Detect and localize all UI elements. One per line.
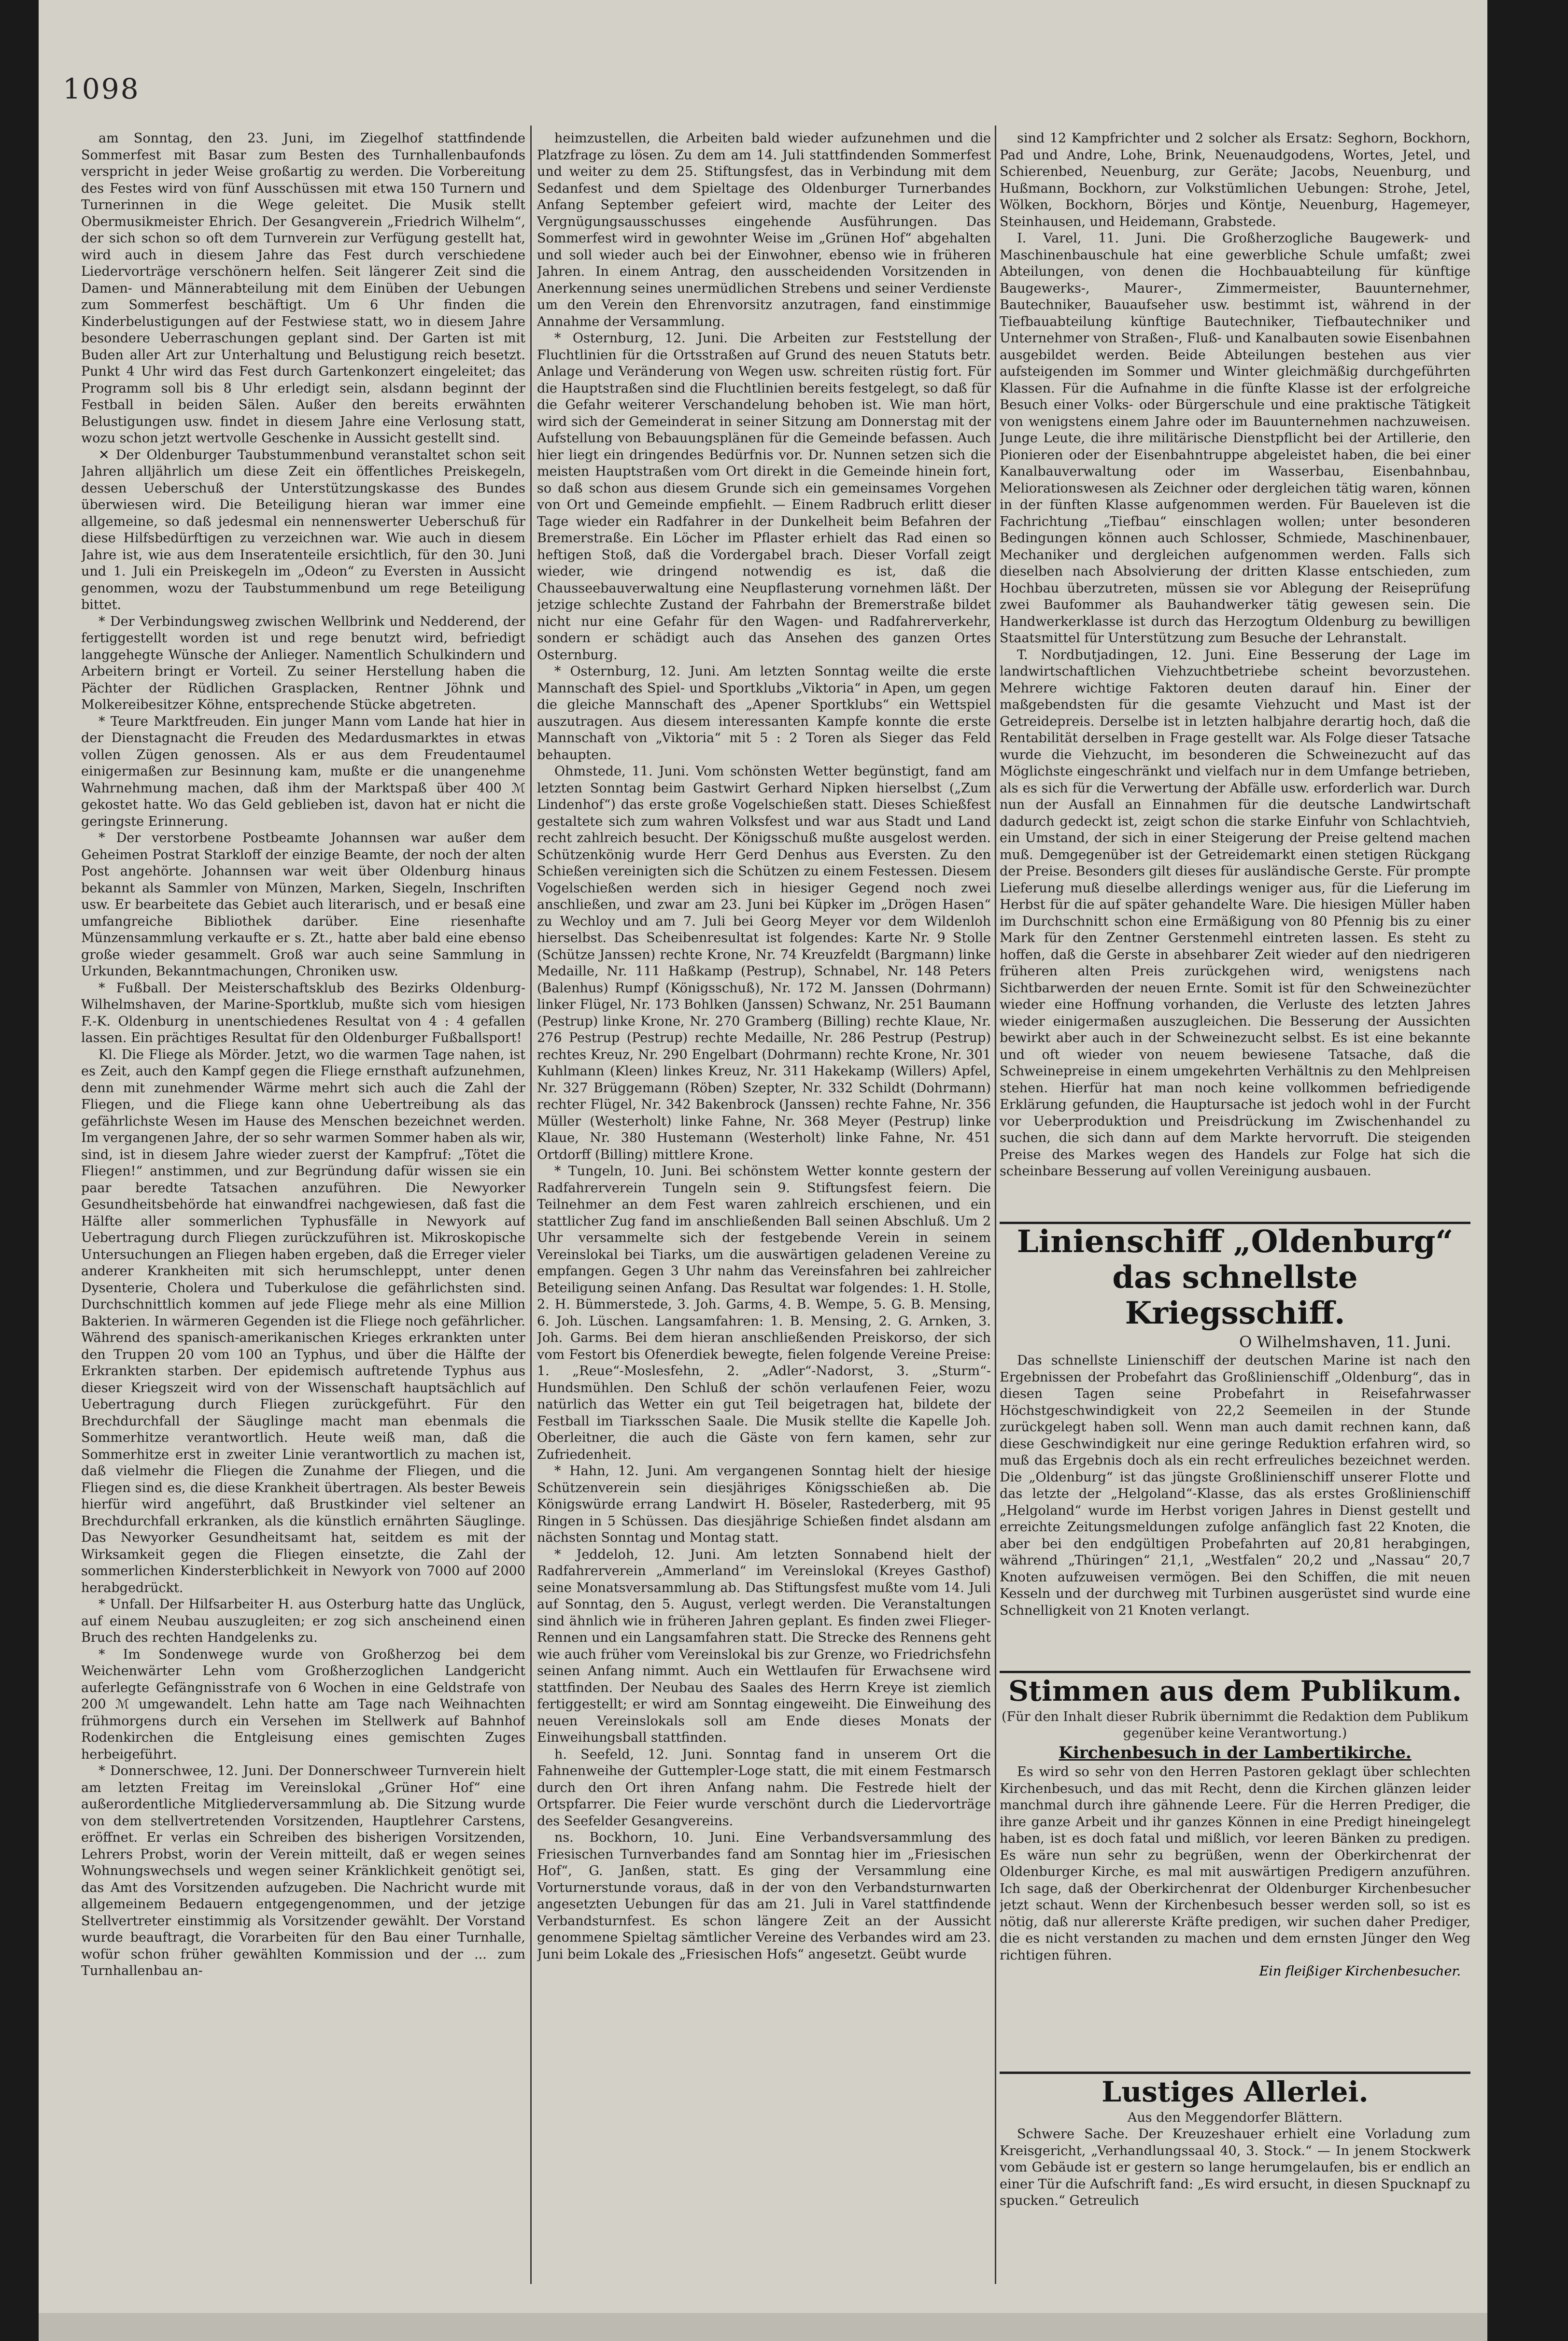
article: * Donnerschwee, 12. Juni. Der Donnerschweer Turnverein hielt am letzten Freitag im Vereinslokal „Grüner Hof“ eine außerordentliche Mitgliederversammlung ab. Die Sitzung wurde von dem stellvertretenden Vorsitzenden, Hauptlehrer Carstens, eröffnet. Er verlas ein Schreiben des bisherigen Vorsitzenden, Lehrers Probst, worin der Verein mitteilt, daß er wegen seines Wohnungswechsels und wegen seiner Kränklichkeit genötigt sei, das Amt des Vorsitzenden aufzugeben. Die Nachricht wurde mit allgemeinem Bedauern entgegengenommen, und der jetzige Stellvertreter einstimmig als Vorsitzender gewählt. Der Vorstand wurde beauftragt, die Vorarbeiten für den Bau einer Turnhalle, wofür schon früher gewählten Kommission und der ... zum Turnhallenbau an- <box>81 1763 525 1978</box>
box-body <box>1000 1764 1470 1964</box>
subheading: Kirchenbesuch in der Lambertikirche. <box>1059 1743 1412 1763</box>
source-line: Aus den Meggendorfer Blättern. <box>1127 2110 1343 2125</box>
box-body <box>1000 2126 1470 2210</box>
box-body <box>1000 1353 1470 1619</box>
dateline: O Wilhelmshaven, 11. Juni. <box>1239 1333 1451 1351</box>
article: * Fußball. Der Meisterschaftsklub des Bezirks Oldenburg-Wilhelmshaven, der Marine-Sportklub, mußte sich vom hiesigen F.-K. Oldenburg in unentschiedenes Resultat von 4 : 4 gefallen lassen. Ein prächtiges Resultat für den Oldenburger Fußballsport! <box>81 980 525 1045</box>
article: Kl. Die Fliege als Mörder. Jetzt, wo die warmen Tage nahen, ist es Zeit, auch den Kampf gegen die Fliege ernsthaft aufzunehmen, denn mit zunehmender Wärme mehrt sich auch die Zahl der Fliegen, und die Fliege kann ohne Uebertreibung als das gefährlichste Wesen im Hause des Menschen bezeichnet werden. Im vergangenen Jahre, der so sehr warmen Sommer haben als wir, sind, ist in diesem Jahre wieder zuerst der Kampfruf: „Tötet die Fliegen!“ anstimmen, und zur Begründung dafür wissen sie ein paar beredte Tatsachen anzuführen. Die Newyorker Gesundheitsbehörde hat einwandfrei nachgewiesen, daß fast die Hälfte aller sommerlichen Typhusfälle in Newyork auf Uebertragung durch Fliegen zurückzuführen ist. Mikroskopische Untersuchungen an Fliegen haben ergeben, daß die Erreger vieler anderer Krankheiten mit sich herumschleppt, unter denen Dysenterie, Cholera und Tuberkulose die gefährlichsten sind. Durchschnittlich kommen auf jede Fliege mehr als eine Million Bakterien. In wärmeren Gegenden ist die Fliege noch gefährlicher. Während des spanisch-amerikanischen Krieges erkrankten unter den Truppen 20 vom 100 an Typhus, und über die Hälfte der Erkrankten starben. Der epidemisch auftretende Typhus aus dieser Kriegszeit wird von der Wissenschaft hauptsächlich auf Uebertragung durch Fliegen zurückgeführt. Für den Brechdurchfall der Säuglinge macht man ebenmals die Sommerhitze verantwortlich. Heute weiß man, daß die Sommerhitze erst in zweiter Linie verantwortlich zu machen ist, daß vielmehr die Fliegen die Zunahme der Fliegen, und die Fliegen sind es, die diese Krankheit übertragen. Als bester Beweis hierfür wird angeführt, daß Brustkinder viel seltener an Brechdurchfall erkranken, als die künstlich ernährten Säuglinge. Das Newyorker Gesundheitsamt hat, seitdem es mit der Wirksamkeit gegen die Fliegen einsetzte, die Zahl der sommerlichen Kindersterblichkeit in Newyork von 7000 auf 2000 herabgedrückt. <box>81 1047 525 1595</box>
article: heimzustellen, die Arbeiten bald wieder aufzunehmen und die Platzfrage zu lösen. Zu dem am 14. Juli stattfindenden Sommerfest und weiter zu dem 25. Stiftungsfest, das in Verbindung mit dem Sedanfest und dem Spieltage des Oldenburger Turnerbandes Anfang September gefeiert wird, machte der Leiter des Vergnügungsausschusses eingehende Ausführungen. Das Sommerfest wird in gewohnter Weise im „Grünen Hof“ abgehalten und soll wieder auch bei der Einwohner, ebenso wie in früheren Jahren. In einem Antrag, den ausscheidenden Vorsitzenden in Anerkennung seines unermüdlichen Strebens und seiner Verdienste um den Verein den Ehrenvorsitz anzutragen, fand einstimmige Annahme der Versammlung. <box>537 131 991 329</box>
box-title: Lustiges Allerlei. <box>1102 2075 1369 2108</box>
article: * Jeddeloh, 12. Juni. Am letzten Sonnabend hielt der Radfahrerverein „Ammerland“ im Vereinslokal (Kreyes Gasthof) seine Monatsversammlung ab. Das Stiftungsfest mußte vom 14. Juli auf Sonntag, den 5. August, verlegt werden. Die Veranstaltungen sind ähnlich wie in früheren Jahren geplant. Es finden zwei Flieger-Rennen und ein Langsamfahren statt. Die Strecke des Rennens geht wie auch früher vom Vereinslokal bis zur Grenze, wo Friedrichsfehn seinen Anfang nimmt. Auch ein Wettlaufen für Erwachsene wird stattfinden. Der Neubau des Saales des Herrn Kreye ist ziemlich fertiggestellt; er wird am Sonntag eingeweiht. Die Einweihung des neuen Vereinslokals soll am Ende dieses Monats der Einweihungsball stattfinden. <box>537 1547 991 1745</box>
article: I. Varel, 11. Juni. Die Großherzogliche Baugewerk- und Maschinenbauschule hat eine gewerbliche Schule umfaßt; zwei Abteilungen, von denen die Hochbauabteilung für künftige Baugewerks-, Maurer-, Zimmermeister, Bauunternehmer, Bautechniker, Bauaufseher usw. bestimmt ist, während in der Tiefbauabteilung künftige Bautechniker, Tiefbautechniker und Unternehmer von Straßen-, Fluß- und Kanalbauten sowie Eisenbahnen ausgebildet werden. Beide Abteilungen bestehen aus vier aufsteigenden im Sommer und Winter gleichmäßig durchgeführten Klassen. Für die Aufnahme in die fünfte Klasse ist der erfolgreiche Besuch einer Volks- oder Bürgerschule und eine praktische Tätigkeit von wenigstens einem Jahre oder im Bauunternehmen nachzuweisen. Junge Leute, die ihre militärische Dienstpflicht bei der Artillerie, den Pionieren oder der Eisenbahntruppe abgeleistet haben, die bei einer Kanalbauverwaltung oder im Wasserbau, Eisenbahnbau, Meliorationswesen als Zeichner oder dergleichen tätig waren, können in der fünften Klasse aufgenommen werden. Für Baueleven ist die Fachrichtung „Tiefbau“ einschlagen wollen; unter besonderen Bedingungen können auch Schlosser, Schmiede, Maschinenbauer, Mechaniker und dergleichen aufgenommen werden. Falls sich dieselben nach Absolvierung der dritten Klasse entschieden, zum Hochbau überzutreten, müssen sie vor Ablegung der Reiseprüfung zwei Baufommer als Bauhandwerker tätig gewesen sein. Die Handwerkerklasse ist durch das Herzogtum Oldenburg zu bewilligen Staatsmittel für Unterstützung zum Besuche der Lehranstalt. <box>1000 231 1470 646</box>
article: Ohmstede, 11. Juni. Vom schönsten Wetter begünstigt, fand am letzten Sonntag beim Gastwirt Gerhard Nipken hierselbst („Zum Lindenhof“) das erste große Vogelschießen statt. Dieses Schießfest gestaltete sich zum wahren Volksfest und war aus Stadt und Land recht zahlreich besucht. Der Königsschuß mußte ausgelost werden. Schützenkönig wurde Herr Gerd Denhus aus Eversten. Zu den Schießen vereinigten sich die Schützen zu einem Festessen. Diesem Vogelschießen werden sich in hiesiger Gegend noch zwei anschließen, und zwar am 23. Juni bei Küpker im „Drögen Hasen“ zu Wechloy und am 7. Juli bei Georg Meyer vor dem Wildenloh hierselbst. Das Scheibenresultat ist folgendes: Karte Nr. 9 Stolle (Schütze Janssen) rechte Krone, Nr. 74 Kreuzfeldt (Bargmann) linke Medaille, Nr. 111 Haßkamp (Pestrup), Schnabel, Nr. 148 Peters (Balenhus) Rumpf (Königsschuß), Nr. 172 M. Janssen (Dohrmann) linker Flügel, Nr. 173 Bohlken (Janssen) Schwanz, Nr. 251 Baumann (Pestrup) linke Krone, Nr. 270 Gramberg (Billing) rechte Klaue, Nr. 276 Pestrup (Pestrup) rechte Medaille, Nr. 286 Pestrup (Pestrup) rechtes Kreuz, Nr. 290 Engelbart (Dohrmann) rechte Krone, Nr. 301 Kuhlmann (Kleen) linkes Kreuz, Nr. 311 Hakekamp (Willers) Apfel, Nr. 327 Brüggemann (Röben) Szepter, Nr. 332 Schildt (Dohrmann) rechter Flügel, Nr. 342 Bakenbrock (Janssen) rechte Fahne, Nr. 356 Müller (Westerholt) linke Fahne, Nr. 368 Meyer (Pestrup) linke Klaue, Nr. 380 Hustemann (Westerholt) linke Fahne, Nr. 451 Ortdorff (Billing) mittlere Krone. <box>537 764 991 1162</box>
article: * Teure Marktfreuden. Ein junger Mann vom Lande hat hier in der Dienstagnacht die Freuden des Medardusmarktes in etwas vollen Zügen genossen. Als er aus dem Freudentaumel einigermaßen zur Besinnung kam, mußte er die unangenehme Wahrnehmung machen, daß ihm der Marktspaß über 400 ℳ gekostet hatte. Wo das Geld geblieben ist, davon hat er nicht die geringste Erinnerung. <box>81 714 525 829</box>
column-3 <box>1000 130 1470 1222</box>
article: * Osternburg, 12. Juni. Die Arbeiten zur Feststellung der Fluchtlinien für die Ortsstraßen auf Grund des neuen Statuts betr. Anlage und Veränderung von Wegen usw. schreiten rüstig fort. Für die Hauptstraßen sind die Fluchtlinien bereits festgelegt, so daß für die Gefahr weiterer Verschandelung behoben ist. Wie man hört, wird sich der Gemeinderat in seiner Sitzung am Donnerstag mit der Aufstellung von Bebauungsplänen für die Gemeinde befassen. Auch hier liegt ein dringendes Bedürfnis vor. Dr. Nunnen setzen sich die meisten Hauptstraßen vom Ort direkt in die Gemeinde hinein fort, so daß schon aus diesem Grunde sich ein gemeinsames Vorgehen von Ort und Gemeinde empfiehlt. — Einem Radbruch erlitt dieser Tage wieder ein Radfahrer in der Dunkelheit beim Befahren der Bremerstraße. Ein Löcher im Pflaster erhielt das Rad einen so heftigen Stoß, daß die Vordergabel brach. Dieser Vorfall zeigt wieder, wie dringend notwendig es ist, daß die Chausseebauverwaltung eine Neupflasterung vornehmen läßt. Der jetzige schlechte Zustand der Fahrbahn der Bremerstraße bildet nicht nur eine Gefahr für den Wagen- und Radfahrerverkehr, sondern er schädigt auch das Ansehen des ganzen Ortes Osternburg. <box>537 331 991 663</box>
article: * Im Sondenwege wurde von Großherzog bei dem Weichenwärter Lehn vom Großherzoglichen Landgericht auferlegte Gefängnisstrafe von 6 Wochen in eine Geldstrafe von 200 ℳ umgewandelt. Lehn hatte am Tage nach Weihnachten frühmorgens durch ein Versehen im Stellwerk auf Bahnhof Rodenkirchen die Entgleisung eines gemischten Zuges herbeigeführt. <box>81 1647 525 1762</box>
signature: Ein fleißiger Kirchenbesucher. <box>1259 1964 1461 1979</box>
article: ✕ Der Oldenburger Taubstummenbund veranstaltet schon seit Jahren alljährlich um diese Zeit ein öffentliches Preiskegeln, dessen Ueberschuß der Unterstützungskasse des Bundes überwiesen wird. Die Beteiligung hieran war immer eine allgemeine, so daß jedesmal ein nennenswerter Ueberschuß für diese Hilfsbedürftigen zu verzeichnen war. Wie auch in diesem Jahre ist, wie aus dem Inseratenteile ersichtlich, für den 30. Juni und 1. Juli ein Preiskegeln im „Odeon“ zu Eversten in Aussicht genommen, wozu der Taubstummenbund um rege Beteiligung bittet. <box>81 447 525 612</box>
article: * Tungeln, 10. Juni. Bei schönstem Wetter konnte gestern der Radfahrerverein Tungeln sein 9. Stiftungsfest feiern. Die Teilnehmer an dem Fest waren zahlreich erschienen, und ein stattlicher Zug fand im anschließenden Ball seinen Abschluß. Um 2 Uhr versammelte sich der festgebende Verein in seinem Vereinslokal bei Tiarks, um die auswärtigen geladenen Vereine zu empfangen. Gegen 3 Uhr nahm das Vereinsfahren bei zahlreicher Beteiligung seinen Anfang. Das Resultat war folgendes: 1. H. Stolle, 2. H. Bümmerstede, 3. Joh. Garms, 4. B. Wempe, 5. G. B. Mensing, 6. Joh. Lüschen. Langsamfahren: 1. B. Mensing, 2. G. Arnken, 3. Joh. Garms. Bei dem hieran anschließenden Preiskorso, der sich vom Festort bis Ofenerdiek bewegte, fielen folgende Vereine Preise: 1. „Reue“-Moslesfehn, 2. „Adler“-Nadorst, 3. „Sturm“-Hundsmühlen. Den Schluß der schön verlaufenen Feier, wozu natürlich das Wetter ein gut Teil beigetragen hat, bildete der Festball im Tiarksschen Saale. Die Musik stellte die Kapelle Joh. Oberleitner, die auch die Gäste von fern kamen, sehr zur Zufriedenheit. <box>537 1164 991 1462</box>
article: ns. Bockhorn, 10. Juni. Eine Verbandsversammlung des Friesischen Turnverbandes fand am Sonntag hier im „Friesischen Hof“, G. Janßen, statt. Es ging der Versammlung eine Vorturnerstunde voraus, daß in der von den Verbandsturnwarten angesetzten Uebungen für das am 21. Juli in Varel stattfindende Verbandsturnfest. Es schon längere Zeit an der Aussicht genommene Spieltag sämtlicher Vereine des Verbandes wird am 23. Juni beim Lokale des „Friesischen Hofs“ angesetzt. Geübt wurde <box>537 1830 991 1962</box>
article-box-oldenburg <box>1000 1222 1470 1668</box>
article: sind 12 Kampfrichter und 2 solcher als Ersatz: Seghorn, Bockhorn, Pad und Andre, Lohe, Brink, Neuenaudgodens, Wortes, Jetel, und Schierenbed, Neuenburg, zur Geräte; Jacobs, Neuenburg, und Hußmann, Bockhorn, zur Volkstümlichen Uebungen: Strohe, Jetel, Wölken, Bockhorn, Börjes und Köntje, Neuenburg, Hagemeyer, Steinhausen, und Heidemann, Grabstede. <box>1000 131 1470 229</box>
box-title: Linienschiff „Oldenburg“ <box>1017 1224 1454 1260</box>
box-title: das schnellste Kriegsschiff. <box>1112 1259 1358 1331</box>
column-rule <box>530 126 532 2284</box>
article: Schwere Sache. Der Kreuzeshauer erhielt eine Vorladung zum Kreisgericht, „Verhandlungssaal 40, 3. Stock.“ — In jenem Stockwerk vom Gebäude ist er gestern so lange herumgelaufen, bis er endlich an einer Tür die Aufschrift fand: „Es wird ersucht, in diesen Spucknapf zu spucken.“ Getreulich <box>1000 2127 1470 2208</box>
editor-note: (Für den Inhalt dieser Rubrik übernimmt die Redaktion dem Publikum gegenüber keine Verantwortung.) <box>1001 1709 1469 1741</box>
page-number: 1098 <box>63 72 140 105</box>
article: Das schnellste Linienschiff der deutschen Marine ist nach den Ergebnissen der Probefahrt das Großlinienschiff „Oldenburg“, das in diesen Tagen seine Probefahrt in Reisefahrwasser Höchstgeschwindigkeit von 22,2 Seemeilen in der Stunde zurückgelegt haben soll. Wenn man auch damit rechnen kann, daß diese Geschwindigkeit nur eine geringe Reduktion erfahren wird, so muß das Ergebnis doch als ein recht erfreuliches bezeichnet werden. Die „Oldenburg“ ist das jüngste Großlinienschiff unserer Flotte und das letzte der „Helgoland“-Klasse, das als erstes Großlinienschiff „Helgoland“ wurde im Herbst vorigen Jahres in Dienst gestellt und erreichte Zeitungsmeldungen zufolge anfänglich fast 22 Knoten, die aber bei den endgültigen Probefahrten auf 20,81 herabgingen, während „Thüringen“ 21,1, „Westfalen“ 20,2 und „Nassau“ 20,7 Knoten aufzuweisen vermögen. Bei den Schiffen, die mit neuen Kesseln und der durchweg mit Turbinen ausgerüstet sind wurde eine Schnelligkeit von 21 Knoten verlangt. <box>1000 1353 1470 1618</box>
article: am Sonntag, den 23. Juni, im Ziegelhof stattfindende Sommerfest mit Basar zum Besten des Turnhallenbaufonds verspricht in jeder Weise großartig zu werden. Die Vorbereitung des Festes wird von fünf Ausschüssen mit etwa 150 Turnern und Turnerinnen in die Wege geleitet. Die Musik stellt Obermusikmeister Ehrich. Der Gesangverein „Friedrich Wilhelm“, der sich schon so oft dem Turnverein zur Verfügung gestellt hat, wird auch in diesem Jahre das Fest durch verschiedene Liedervorträge verschönern helfen. Seit längerer Zeit sind die Damen- und Männerabteilung mit dem Einüben der Uebungen zum Sommerfest beschäftigt. Um 6 Uhr finden die Kinderbelustigungen auf der Festwiese statt, wo in diesem Jahre besondere Ueberraschungen geplant sind. Der Garten ist mit Buden aller Art zur Unterhaltung und Belustigung reich besetzt. Punkt 4 Uhr wird das Fest durch Gartenkonzert eingeleitet; das Programm soll bis 8 Uhr erledigt sein, alsdann beginnt der Festball in beiden Sälen. Außer den bereits erwähnten Belustigungen usw. findet in diesem Jahre eine Verlosung statt, wozu schon jetzt wertvolle Geschenke in Aussicht gestellt sind. <box>81 131 525 446</box>
column-1 <box>81 130 525 2289</box>
article: * Hahn, 12. Juni. Am vergangenen Sonntag hielt der hiesige Schützenverein sein diesjähriges Königsschießen ab. Die Königswürde errang Landwirt H. Böseler, Rastederberg, mit 95 Ringen in 5 Schüssen. Das diesjährige Schießen findet alsdann am nächsten Sonntag und Montag statt. <box>537 1464 991 1545</box>
article: * Der verstorbene Postbeamte Johannsen war außer dem Geheimen Postrat Starkloff der einzige Beamte, der noch der alten Post angehörte. Johannsen war weit über Oldenburg hinaus bekannt als Sammler von Münzen, Marken, Siegeln, Inschriften usw. Er bearbeitete das Gebiet auch literarisch, und er besaß eine umfangreiche Bibliothek darüber. Eine riesenhafte Münzensammlung verkaufte er s. Zt., hatte aber bald eine ebenso große wieder gesammelt. Groß war auch seine Sammlung in Urkunden, Bekanntmachungen, Chroniken usw. <box>81 831 525 979</box>
article: * Osternburg, 12. Juni. Am letzten Sonntag weilte die erste Mannschaft des Spiel- und Sportklubs „Viktoria“ in Apen, um gegen die gleiche Mannschaft des „Apener Sportklubs“ ein Wettspiel auszutragen. Aus diesem interessanten Kampfe konnte die erste Mannschaft von „Viktoria“ mit 5 : 2 Toren als Sieger das Feld behaupten. <box>537 664 991 762</box>
newspaper-page <box>39 0 1487 2341</box>
article: Es wird so sehr von den Herren Pastoren geklagt über schlechten Kirchenbesuch, und das mit Recht, denn die Kirchen glänzen leider manchmal durch ihre gähnende Leere. Für die Herren Prediger, die ihre ganze Arbeit und ihr ganzes Können in eine Predigt hineingelegt haben, ist es doch fatal und mißlich, vor leeren Bänken zu predigen. Es wäre nun sehr zu begrüßen, wenn der Oberkirchenrat der Oldenburger Kirche, es mal mit auswärtigen Predigern anzuführen. Ich sage, daß der Oberkirchenrat der Oldenburger Kirchenbesucher jetzt schaut. Wenn der Kirchenbesuch besser werden soll, so ist es nötig, daß nur allererste Kräfte predigen, wir suchen daher Prediger, die es nicht verstanden zu machen und dem ernsten Jünger den Weg richtigen führen. <box>1000 1764 1470 1963</box>
article: h. Seefeld, 12. Juni. Sonntag fand in unserem Ort die Fahnenweihe der Guttempler-Loge statt, die mit einem Festmarsch durch den Ort ihren Anfang nahm. Die Festrede hielt der Ortspfarrer. Die Feier wurde verschönt durch die Liedervorträge des Seefelder Gesangvereins. <box>537 1747 991 1829</box>
column-2 <box>537 130 991 2289</box>
article: * Unfall. Der Hilfsarbeiter H. aus Osterburg hatte das Unglück, auf einem Neubau auszugleiten; er zog sich anscheinend einen Bruch des rechten Handgelenks zu. <box>81 1597 525 1645</box>
box-title: Stimmen aus dem Publikum. <box>1008 1675 1462 1707</box>
article-box-lustiges <box>1000 2072 1470 2296</box>
article: T. Nordbutjadingen, 12. Juni. Eine Besserung der Lage im landwirtschaftlichen Viehzuchtbetriebe scheint bevorzustehen. Mehrere wichtige Faktoren deuten darauf hin. Einer der maßgebendsten für die gesamte Viehzucht und Mast ist der Getreidepreis. Derselbe ist in letzten halbjahre derartig hoch, daß die Rentabilität derselben in Frage gestellt war. Als Folge dieser Tatsache wurde die Viehzucht, im besonderen die Schweinezucht auf das Möglichste eingeschränkt und vielfach nur in dem Umfange betrieben, als es sich für die Verwertung der Abfälle usw. erforderlich war. Durch nun der Ausfall an Einnahmen für die deutsche Landwirtschaft dadurch gedeckt ist, zeigt schon die starke Einfuhr von Schlachtvieh, ein Umstand, der sich in einer Steigerung der Preise geltend machen muß. Demgegenüber ist der Getreidemarkt einen stetigen Rückgang der Preise. Besonders gilt dieses für ausländische Gerste. Für prompte Lieferung muß dieselbe allerdings weniger aus, für die Lieferung im Herbst für die auf später gehandelte Ware. Die hiesigen Müller haben im Durchschnitt schon eine Ermäßigung von 80 Pfennig bis zu einer Mark für den Zentner Gerstenmehl eintreten lassen. Es steht zu hoffen, daß die Gerste in absehbarer Zeit wieder auf den niedrigeren früheren alten Preis zurückgehen wird, wenigstens nach Sichtbarwerden der neuen Ernte. Somit ist für den Schweinezüchter wieder eine Hoffnung vorhanden, die Verluste des letzten Jahres wieder einigermaßen auszugleichen. Die Besserung der Aussichten bewirkt aber auch in der Schweinezucht selbst. Es ist eine bekannte und oft wieder von neuem bewiesene Tatsache, daß die Schweinepreise in einem umgekehrten Verhältnis zu den Mehlpreisen stehen. Hierfür hat man noch keine vollkommen befriedigende Erklärung gefunden, die Hauptursache ist jedoch wohl in der Furcht vor Ueberproduktion und Preisdrückung im Zwischenhandel zu suchen, die sich dann auf dem Markte hervorruft. Die steigenden Preise des Markes wegen des Handels zur Folge hat sich die scheinbare Besserung auf vollen Vereinigung ausbauen. <box>1000 647 1470 1179</box>
column-rule <box>995 126 996 2284</box>
article: * Der Verbindungsweg zwischen Wellbrink und Nedderend, der fertiggestellt worden ist und rege benutzt wird, befriedigt langgehegte Wünsche der Anlieger. Namentlich Schulkindern und Arbeitern bringt er Vorteil. Zu seiner Herstellung haben die Pächter der Rüdlichen Grasplacken, Rentner Jöhnk und Molkereibesitzer Köhne, entsprechende Stücke abgetreten. <box>81 614 525 712</box>
article-box-stimmen <box>1000 1671 1470 2069</box>
page-bottom-edge <box>39 2313 1487 2341</box>
